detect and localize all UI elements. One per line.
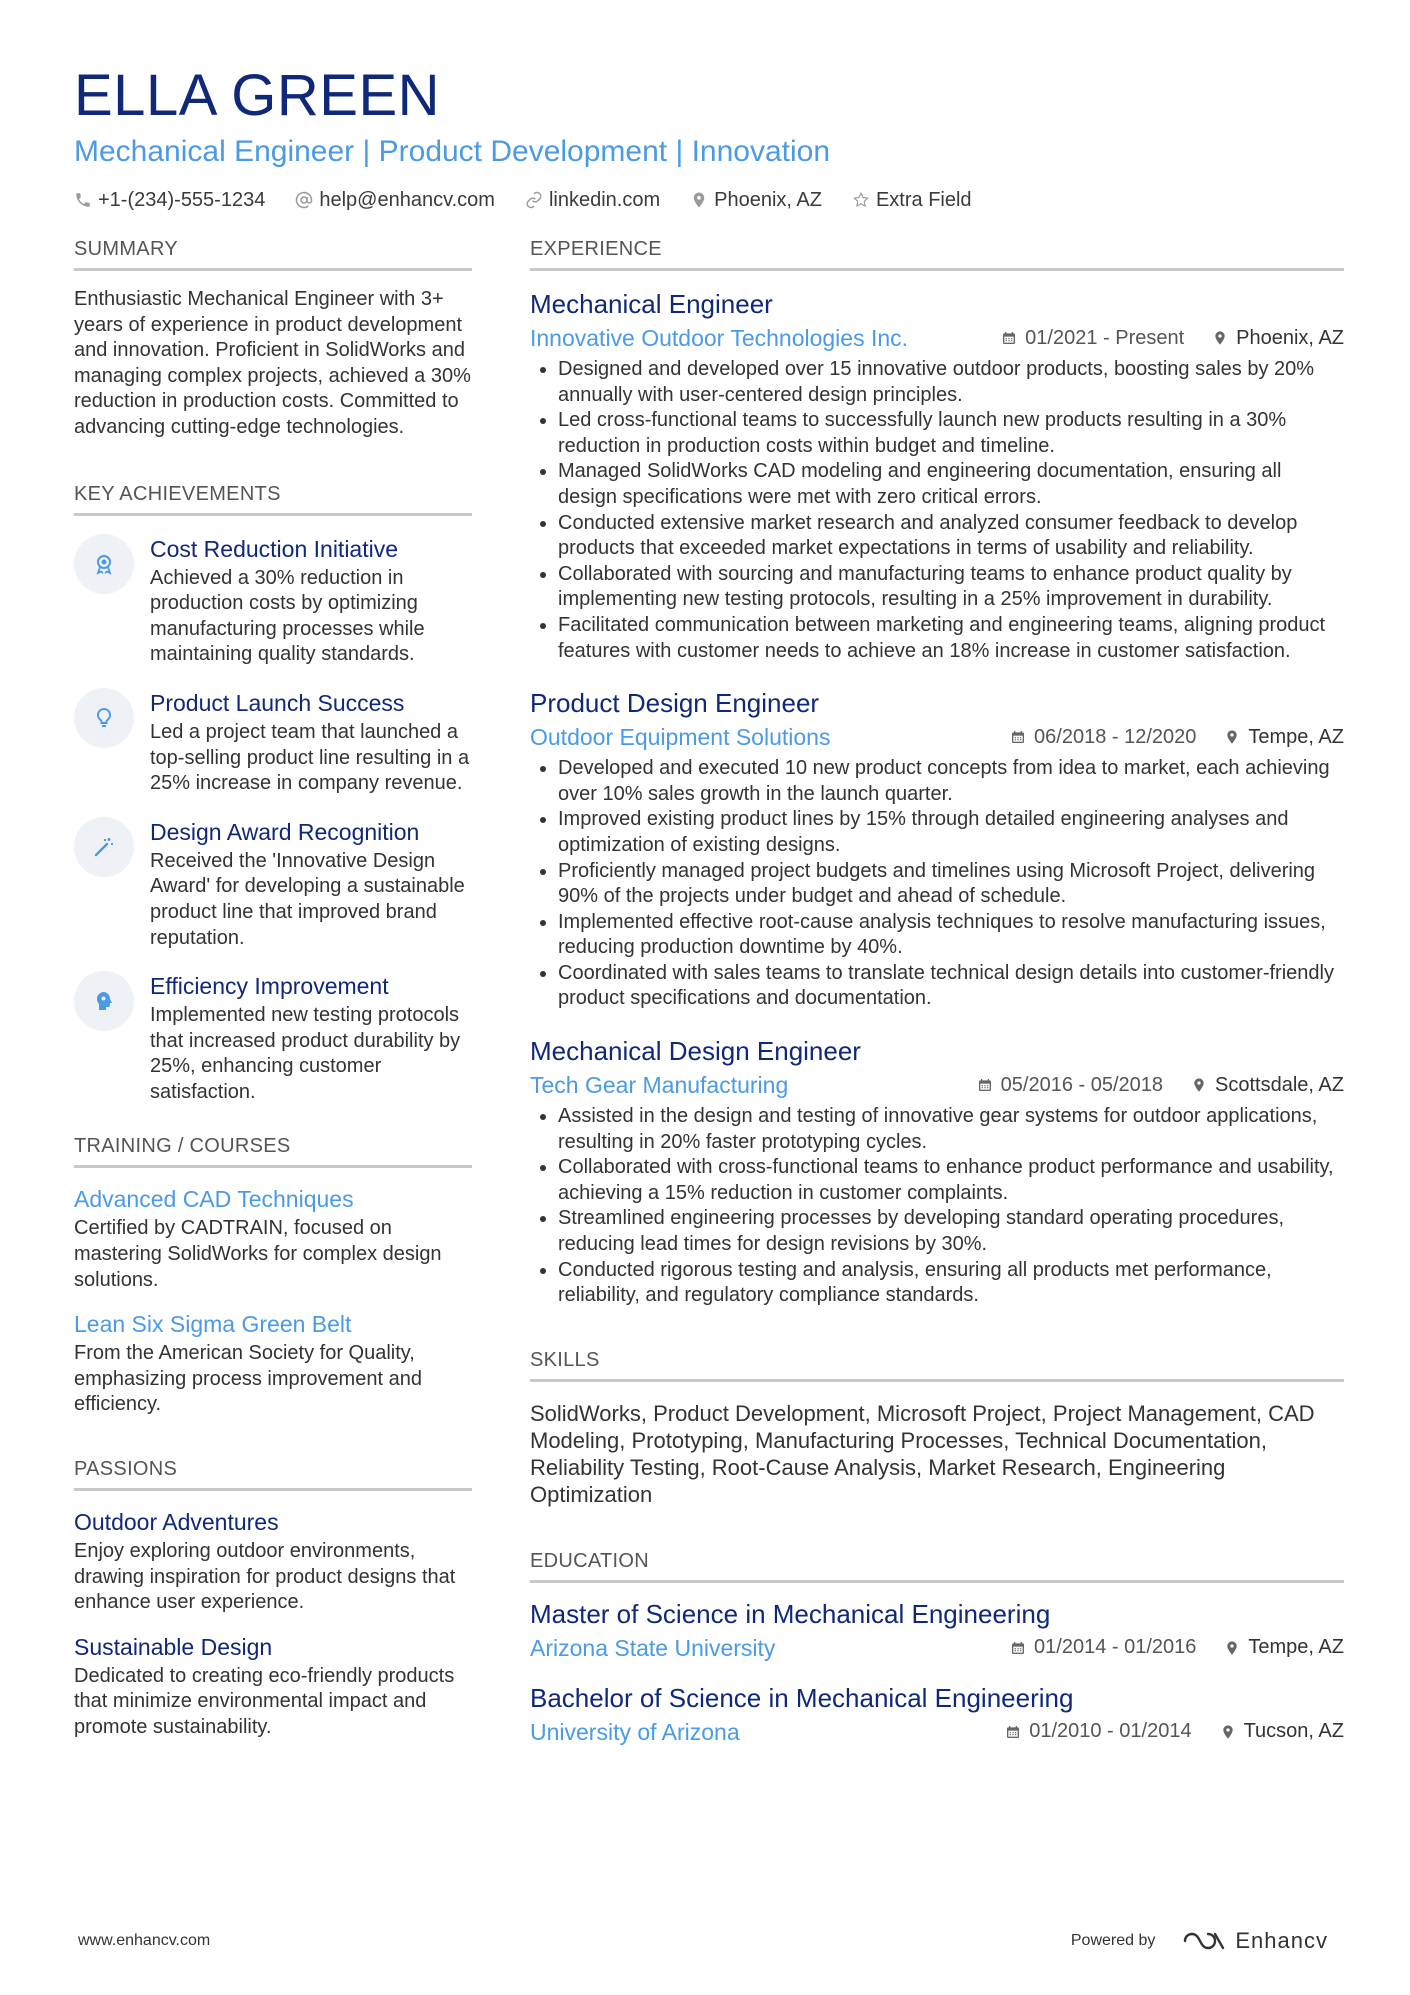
summary-text: Enthusiastic Mechanical Engineer with 3+ years of experience in product development and innovation. Proficient in SolidWorks and managing complex projects, achieved a 30% reduction in production costs. Committed to advancing cutting-edge technologies.	[74, 288, 471, 438]
job-bullet: Conducted extensive market research and analyzed consumer feedback to develop products that exceeded market expectations in terms of usability and reliability.	[530, 511, 1344, 562]
job-company: Innovative Outdoor Technologies Inc.	[530, 325, 909, 351]
training-desc: Certified by CADTRAIN, focused on mastering SolidWorks for complex design solutions.	[74, 1217, 442, 1291]
job-location: Scottsdale, AZ	[1215, 1073, 1344, 1096]
achievement-icon-badge	[74, 688, 134, 748]
passion-title: Outdoor Adventures	[74, 1509, 279, 1536]
achievement-desc: Achieved a 30% reduction in production costs by optimizing manufacturing processes while maintaining quality standards.	[150, 566, 425, 666]
lightbulb-icon	[92, 706, 116, 730]
job-entry	[530, 1034, 1344, 1309]
achievement-item	[74, 534, 472, 668]
magic-wand-icon	[92, 835, 116, 859]
passions-section	[74, 1456, 472, 1741]
achievement-icon-badge	[74, 817, 134, 877]
calendar-icon	[1010, 1640, 1026, 1656]
contact-email[interactable]	[295, 186, 495, 214]
education-school: Arizona State University	[530, 1634, 776, 1661]
achievement-title: Efficiency Improvement	[150, 973, 389, 1000]
education-entry	[530, 1597, 1344, 1663]
contact-linkedin[interactable]	[525, 186, 660, 214]
job-title: Product Design Engineer	[530, 688, 820, 719]
education-degree: Master of Science in Mechanical Engineering	[530, 1598, 1051, 1629]
right-column	[530, 236, 1344, 1747]
map-pin-icon	[1191, 1077, 1207, 1093]
job-location: Tempe, AZ	[1248, 725, 1344, 748]
training-title: Advanced CAD Techniques	[74, 1186, 354, 1213]
map-pin-icon	[1212, 330, 1228, 346]
job-bullet: Conducted rigorous testing and analysis, ensuring all products met performance, reliability, and regulatory compliance standards.	[530, 1258, 1344, 1309]
link-icon	[525, 191, 543, 209]
education-dates: 01/2014 - 01/2016	[1034, 1636, 1197, 1659]
contact-extra-text: Extra Field	[875, 189, 972, 211]
job-bullets	[530, 756, 1344, 1012]
achievement-icon-badge	[74, 971, 134, 1031]
job-entry	[530, 686, 1344, 1012]
passion-desc: Enjoy exploring outdoor environments, drawing inspiration for product designs that enhance user experience.	[74, 1540, 456, 1614]
achievement-desc: Implemented new testing protocols that increased product durability by 25%, enhancing customer satisfaction.	[150, 1004, 461, 1103]
map-pin-icon	[1224, 1640, 1240, 1656]
map-pin-icon	[690, 191, 708, 209]
enhancv-logo-icon	[1181, 1929, 1227, 1953]
job-bullet: Proficiently managed project budgets and timelines using Microsoft Project, delivering 90% of the projects under budget and ahead of schedule.	[530, 859, 1344, 910]
job-bullet: Assisted in the design and testing of innovative gear systems for outdoor applications, resulting in 20% faster prototyping cycles.	[530, 1104, 1344, 1155]
job-company: Outdoor Equipment Solutions	[530, 724, 831, 751]
contact-extra	[852, 186, 972, 214]
contact-linkedin-text: linkedin.com	[548, 189, 661, 211]
resume-header	[74, 62, 1344, 214]
education-location: Tucson, AZ	[1243, 1720, 1344, 1743]
job-bullets	[530, 357, 1344, 664]
job-dates: 06/2018 - 12/2020	[1034, 725, 1197, 748]
contact-phone-text: +1-(234)-555-1234	[98, 189, 266, 211]
award-icon	[92, 552, 116, 576]
job-bullet: Facilitated communication between marketing and engineering teams, aligning product features with customer needs to achieve an 18% increase in customer satisfaction.	[530, 613, 1344, 664]
job-bullet: Collaborated with sourcing and manufacturing teams to enhance product quality by implementing new testing protocols, resulting in a 25% improvement in durability.	[530, 562, 1344, 613]
brand-name: Enhancv	[1235, 1928, 1328, 1953]
achievement-icon-badge	[74, 534, 134, 594]
footer-site-link[interactable]: www.enhancv.com	[78, 1932, 211, 1949]
candidate-name: ELLA GREEN	[74, 63, 441, 128]
summary-section	[74, 236, 472, 441]
job-bullet: Streamlined engineering processes by developing standard operating procedures, reducing lead times for design revisions by 30%.	[530, 1206, 1344, 1257]
training-section	[74, 1133, 472, 1418]
achievement-title: Product Launch Success	[150, 689, 405, 716]
achievements-section	[74, 481, 472, 1106]
contact-email-text: help@enhancv.com	[319, 189, 495, 211]
education-dates: 01/2010 - 01/2014	[1029, 1720, 1192, 1743]
powered-by-label: Powered by	[1070, 1932, 1156, 1949]
training-desc: From the American Society for Quality, emphasizing process improvement and efficiency.	[74, 1342, 422, 1416]
left-column	[74, 236, 472, 1741]
job-entry	[530, 287, 1344, 664]
achievement-item	[74, 688, 472, 797]
job-bullet: Designed and developed over 15 innovative outdoor products, boosting sales by 20% annually with user-centered design principles.	[530, 357, 1344, 408]
achievement-title: Design Award Recognition	[150, 818, 420, 845]
education-section	[530, 1548, 1344, 1747]
achievement-desc: Received the 'Innovative Design Award' for developing a sustainable product line that improved brand reputation.	[150, 849, 465, 949]
job-title: Mechanical Engineer	[530, 289, 773, 319]
contact-phone	[74, 186, 265, 214]
calendar-icon	[977, 1077, 993, 1093]
job-company: Tech Gear Manufacturing	[530, 1072, 789, 1099]
job-bullet: Led cross-functional teams to successfully launch new products resulting in a 30% reduction in production costs within budget and timeline.	[530, 408, 1344, 459]
section-title-education: EDUCATION	[530, 1548, 1344, 1583]
job-dates: 05/2016 - 05/2018	[1000, 1073, 1164, 1096]
phone-icon	[74, 191, 92, 209]
skills-text: SolidWorks, Product Development, Microsoft Project, Project Management, CAD Modeling, Prototyping, Manufacturing Processes, Technical Documentation, Reliability Testing, Root-Cause Analysis, Market Research, Engineering Optimization	[530, 1400, 1315, 1507]
map-pin-icon	[1224, 729, 1240, 745]
job-bullet: Improved existing product lines by 15% through detailed engineering analyses and optimization of existing designs.	[530, 807, 1344, 858]
contact-location	[690, 186, 822, 214]
job-dates: 01/2021 - Present	[1025, 326, 1185, 349]
job-bullet: Collaborated with cross-functional teams to enhance product performance and usability, achieving a 15% reduction in customer complaints.	[530, 1155, 1344, 1206]
section-title-achievements: KEY ACHIEVEMENTS	[74, 481, 472, 516]
section-title-skills: SKILLS	[530, 1347, 1344, 1382]
achievement-item	[74, 817, 472, 951]
map-pin-icon	[1220, 1724, 1236, 1740]
contact-bar	[74, 186, 1344, 214]
calendar-icon	[1005, 1724, 1021, 1740]
education-entry	[530, 1681, 1344, 1747]
passion-title: Sustainable Design	[74, 1633, 273, 1660]
section-title-training: TRAINING / COURSES	[74, 1133, 472, 1168]
calendar-icon	[1010, 729, 1026, 745]
experience-section	[530, 236, 1344, 1309]
job-title: Mechanical Design Engineer	[530, 1036, 861, 1067]
achievement-item	[74, 971, 472, 1105]
achievement-title: Cost Reduction Initiative	[150, 535, 399, 562]
brand-logo[interactable]	[1181, 1928, 1328, 1954]
calendar-icon	[1001, 330, 1017, 346]
candidate-tagline: Mechanical Engineer | Product Development | Innovation	[74, 135, 831, 168]
section-title-passions: PASSIONS	[74, 1456, 472, 1491]
education-location: Tempe, AZ	[1248, 1636, 1344, 1659]
head-gear-icon	[92, 989, 116, 1013]
education-school: University of Arizona	[530, 1718, 740, 1745]
skills-section	[530, 1347, 1344, 1508]
star-icon	[852, 191, 870, 209]
training-title: Lean Six Sigma Green Belt	[74, 1311, 352, 1338]
passion-desc: Dedicated to creating eco-friendly products that minimize environmental impact and promote sustainability.	[74, 1664, 455, 1738]
powered-by	[1071, 1928, 1328, 1954]
job-bullet: Implemented effective root-cause analysis techniques to resolve manufacturing issues, reducing production downtime by 40%.	[530, 910, 1344, 961]
job-bullet: Developed and executed 10 new product concepts from idea to market, each achieving over 10% sales growth in the launch quarter.	[530, 756, 1344, 807]
job-bullet: Managed SolidWorks CAD modeling and engineering documentation, ensuring all design specifications were met with zero critical errors.	[530, 459, 1344, 510]
page-footer	[78, 1928, 1328, 1954]
achievement-desc: Led a project team that launched a top-selling product line resulting in a 25% increase in company revenue.	[150, 720, 470, 795]
at-sign-icon	[295, 191, 313, 209]
section-title-experience: EXPERIENCE	[530, 236, 1344, 271]
job-location: Phoenix, AZ	[1236, 326, 1344, 349]
job-bullets	[530, 1104, 1344, 1309]
education-degree: Bachelor of Science in Mechanical Engineering	[530, 1682, 1074, 1713]
contact-location-text: Phoenix, AZ	[714, 189, 822, 211]
job-bullet: Coordinated with sales teams to translate technical design details into customer-friendly product specifications and documentation.	[530, 961, 1344, 1012]
section-title-summary: SUMMARY	[74, 236, 472, 271]
